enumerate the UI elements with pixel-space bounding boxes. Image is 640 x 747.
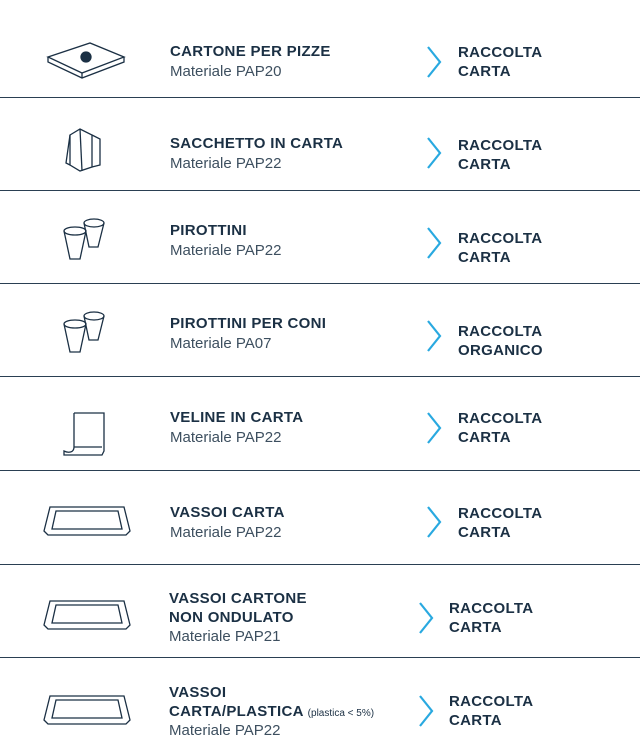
item-title [169,683,374,723]
item-title-line-1: VASSOI CARTONE [169,590,307,607]
destination-line-1: RACCOLTA [458,44,543,61]
destination-line-2: ORGANICO [458,342,543,359]
list-item [0,0,640,98]
destination-line-1: RACCOLTA [458,137,543,154]
item-title: SACCHETTO IN CARTA [170,135,344,152]
item-material: Materiale PAP22 [170,155,282,172]
list-item [0,377,640,471]
disposal-destination [458,136,542,174]
item-material: Materiale PAP22 [170,242,282,259]
chevron-right-icon[interactable] [424,319,444,353]
list-item [0,284,640,377]
item-title-line-2-text: CARTA/PLASTICA [169,703,304,720]
item-title: PIROTTINI [170,222,247,239]
item-title-line-1: VASSOI [169,684,227,701]
destination-line-2: CARTA [458,524,511,541]
item-title: CARTONE PER PIZZE [170,43,331,60]
destination-line-2: CARTA [458,249,511,266]
destination-line-1: RACCOLTA [458,410,543,427]
tray-icon [42,501,132,543]
paper-cups-icon [40,213,130,265]
item-material: Materiale PAP21 [169,628,281,645]
item-title-line-2 [169,702,374,723]
disposal-destination [458,43,542,81]
chevron-right-icon[interactable] [416,601,436,635]
disposal-destination [458,229,542,267]
destination-line-1: RACCOLTA [449,600,534,617]
list-item [0,658,640,747]
destination-line-1: RACCOLTA [458,323,543,340]
chevron-right-icon[interactable] [424,226,444,260]
destination-line-1: RACCOLTA [449,693,534,710]
list-item [0,565,640,658]
destination-line-2: CARTA [458,156,511,173]
paper-bag-icon [40,123,130,173]
disposal-destination [449,692,533,730]
destination-line-2: CARTA [449,712,502,729]
disposal-destination [449,599,533,637]
list-item [0,471,640,565]
tray-icon [42,690,132,732]
destination-line-1: RACCOLTA [458,505,543,522]
list-item [0,98,640,191]
item-material: Materiale PAP22 [170,524,282,541]
disposal-destination [458,322,543,360]
disposal-destination [458,409,542,447]
item-title-line-2: NON ONDULATO [169,609,294,626]
item-title: VELINE IN CARTA [170,409,304,426]
destination-line-2: CARTA [449,619,502,636]
disposal-destination [458,504,542,542]
destination-line-2: CARTA [458,63,511,80]
list-item [0,191,640,284]
chevron-right-icon[interactable] [416,694,436,728]
chevron-right-icon[interactable] [424,505,444,539]
item-title: PIROTTINI PER CONI [170,315,327,332]
chevron-right-icon[interactable] [424,45,444,79]
item-title [169,589,307,627]
destination-line-2: CARTA [458,429,511,446]
paper-cups-icon [40,306,130,358]
tray-icon [42,595,132,637]
item-material: Materiale PAP22 [169,722,281,739]
item-title: VASSOI CARTA [170,504,285,521]
item-material: Materiale PAP22 [170,429,282,446]
item-material: Materiale PA07 [170,335,272,352]
pizza-box-icon [40,35,130,83]
chevron-right-icon[interactable] [424,136,444,170]
item-note: (plastica < 5%) [307,708,375,719]
destination-line-1: RACCOLTA [458,230,543,247]
item-material: Materiale PAP20 [170,63,282,80]
chevron-right-icon[interactable] [424,411,444,445]
paper-sheet-icon [40,407,130,459]
